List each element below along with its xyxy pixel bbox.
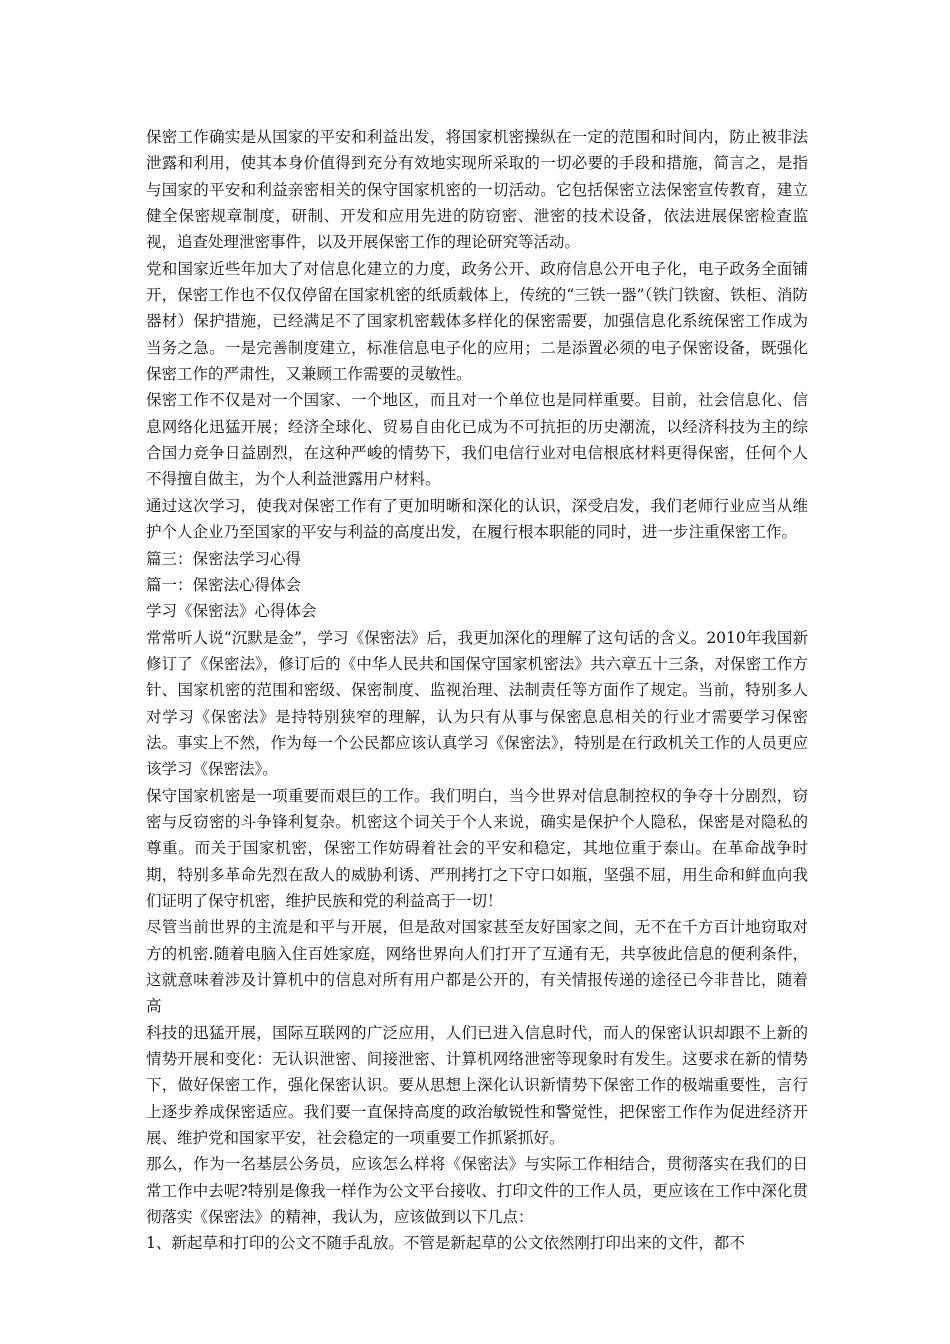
paragraph-2: 党和国家近些年加大了对信息化建立的力度，政务公开、政府信息公开电子化，电子政务全面铺开，保密工作也不仅仅停留在国家机密的纸质载体上，传统的“三铁一器”（铁门铁窗、铁柜、消防器材）保护措施，已经满足不了国家机密载体多样化的保密需要，加强信息化系统保密工作成为当务之急。一是完善制度建立，标准信息电子化的应用；二是添置必须的电子保密设备，既强化保密工作的严肃性，又兼顾工作需要的灵敏性。 xyxy=(146,259,808,384)
paragraph-6: 保守国家机密是一项重要而艰巨的工作。我们明白，当今世界对信息制控权的争夺十分剧烈，窃密与反窃密的斗争锋利复杂。机密这个词关于个人来说，确实是保护个人隐私，保密是对隐私的尊重。而关于国家机密，保密工作妨碍着社会的平安和稳定，其地位重于泰山。在革命战争时期，特别多革命先烈在敌人的威胁利诱、严刑拷打之下守口如瓶，坚强不屈，用生命和鲜血向我们证明了保守机密，维护民族和党的利益高于一切！ xyxy=(146,786,808,910)
article-title: 学习《保密法》心得体会 xyxy=(146,602,317,621)
paragraph-9: 那么，作为一名基层公务员，应该怎么样将《保密法》与实际工作相结合，贯彻落实在我们的日常工作中去呢?特别是像我一样作为公文平台接收、打印文件的工作人员，更应该在工作中深化贯彻落实《保密法》的精神，我认为，应该做到以下几点： xyxy=(146,1155,808,1227)
document-body xyxy=(146,124,808,1257)
paragraph-1: 保密工作确实是从国家的平安和利益出发，将国家机密操纵在一定的范围和时间内，防止被非法泄露和利用，使其本身价值得到充分有效地实现所采取的一切必要的手段和措施，简言之，是指与国家的平安和利益亲密相关的保守国家机密的一切活动。它包括保密立法保密宣传教育，建立健全保密规章制度，研制、开发和应用先进的防窃密、泄密的技术设备，依法进展保密检查监视，追查处理泄密事件，以及开展保密工作的理论研究等活动。 xyxy=(146,128,808,252)
paragraph-8: 科技的迅猛开展，国际互联网的广泛应用，人们已进入信息时代，而人的保密认识却跟不上新的情势开展和变化：无认识泄密、间接泄密、计算机网络泄密等现象时有发生。这要求在新的情势下，做好保密工作，强化保密认识。要从思想上深化认识新情势下保密工作的极端重要性，言行上逐步养成保密适应。我们要一直保持高度的政治敏锐性和警觉性，把保密工作作为促进经济开展、维护党和国家平安，社会稳定的一项重要工作抓紧抓好。 xyxy=(146,1023,808,1148)
section-heading-3: 篇三：保密法学习心得 xyxy=(146,549,302,568)
paragraph-4: 通过这次学习，使我对保密工作有了更加明晰和深化的认识，深受启发，我们老师行业应当从维护个人企业乃至国家的平安与利益的高度出发，在履行根本职能的同时，进一步注重保密工作。 xyxy=(146,496,808,542)
paragraph-3: 保密工作不仅是对一个国家、一个地区，而且对一个单位也是同样重要。目前，社会信息化、信息网络化迅猛开展；经济全球化、贸易自由化已成为不可抗拒的历史潮流，以经济科技为主的综合国力竞争日益剧烈，在这种严峻的情势下，我们电信行业对电信根底材料更得保密，任何个人不得擅自做主，为个人利益泄露用户材料。 xyxy=(146,391,808,489)
paragraph-5: 常常听人说“沉默是金”，学习《保密法》后，我更加深化的理解了这句话的含义。2010年我国新修订了《保密法》，修订后的《中华人民共和国保守国家机密法》共六章五十三条，对保密工作方针、国家机密的范围和密级、保密制度、监视治理、法制责任等方面作了规定。当前，特别多人对学习《保密法》是持特别狭窄的理解，认为只有从事与保密息息相关的行业才需要学习保密法。事实上不然，作为每一个公民都应该认真学习《保密法》，特别是在行政机关工作的人员更应该学习《保密法》。 xyxy=(146,628,808,779)
section-heading-1: 篇一：保密法心得体会 xyxy=(146,575,302,594)
paragraph-7: 尽管当前世界的主流是和平与开展，但是敌对国家甚至友好国家之间，无不在千方百计地窃取对方的机密.随着电脑入住百姓家庭，网络世界向人们打开了互通有无，共享彼此信息的便利条件，这就意味着涉及计算机中的信息对所有用户都是公开的，有关情报传递的途径已今非昔比，随着高 xyxy=(146,918,808,1016)
paragraph-10: 1、新起草和打印的公文不随手乱放。不管是新起草的公文依然刚打印出来的文件，都不 xyxy=(146,1234,745,1253)
